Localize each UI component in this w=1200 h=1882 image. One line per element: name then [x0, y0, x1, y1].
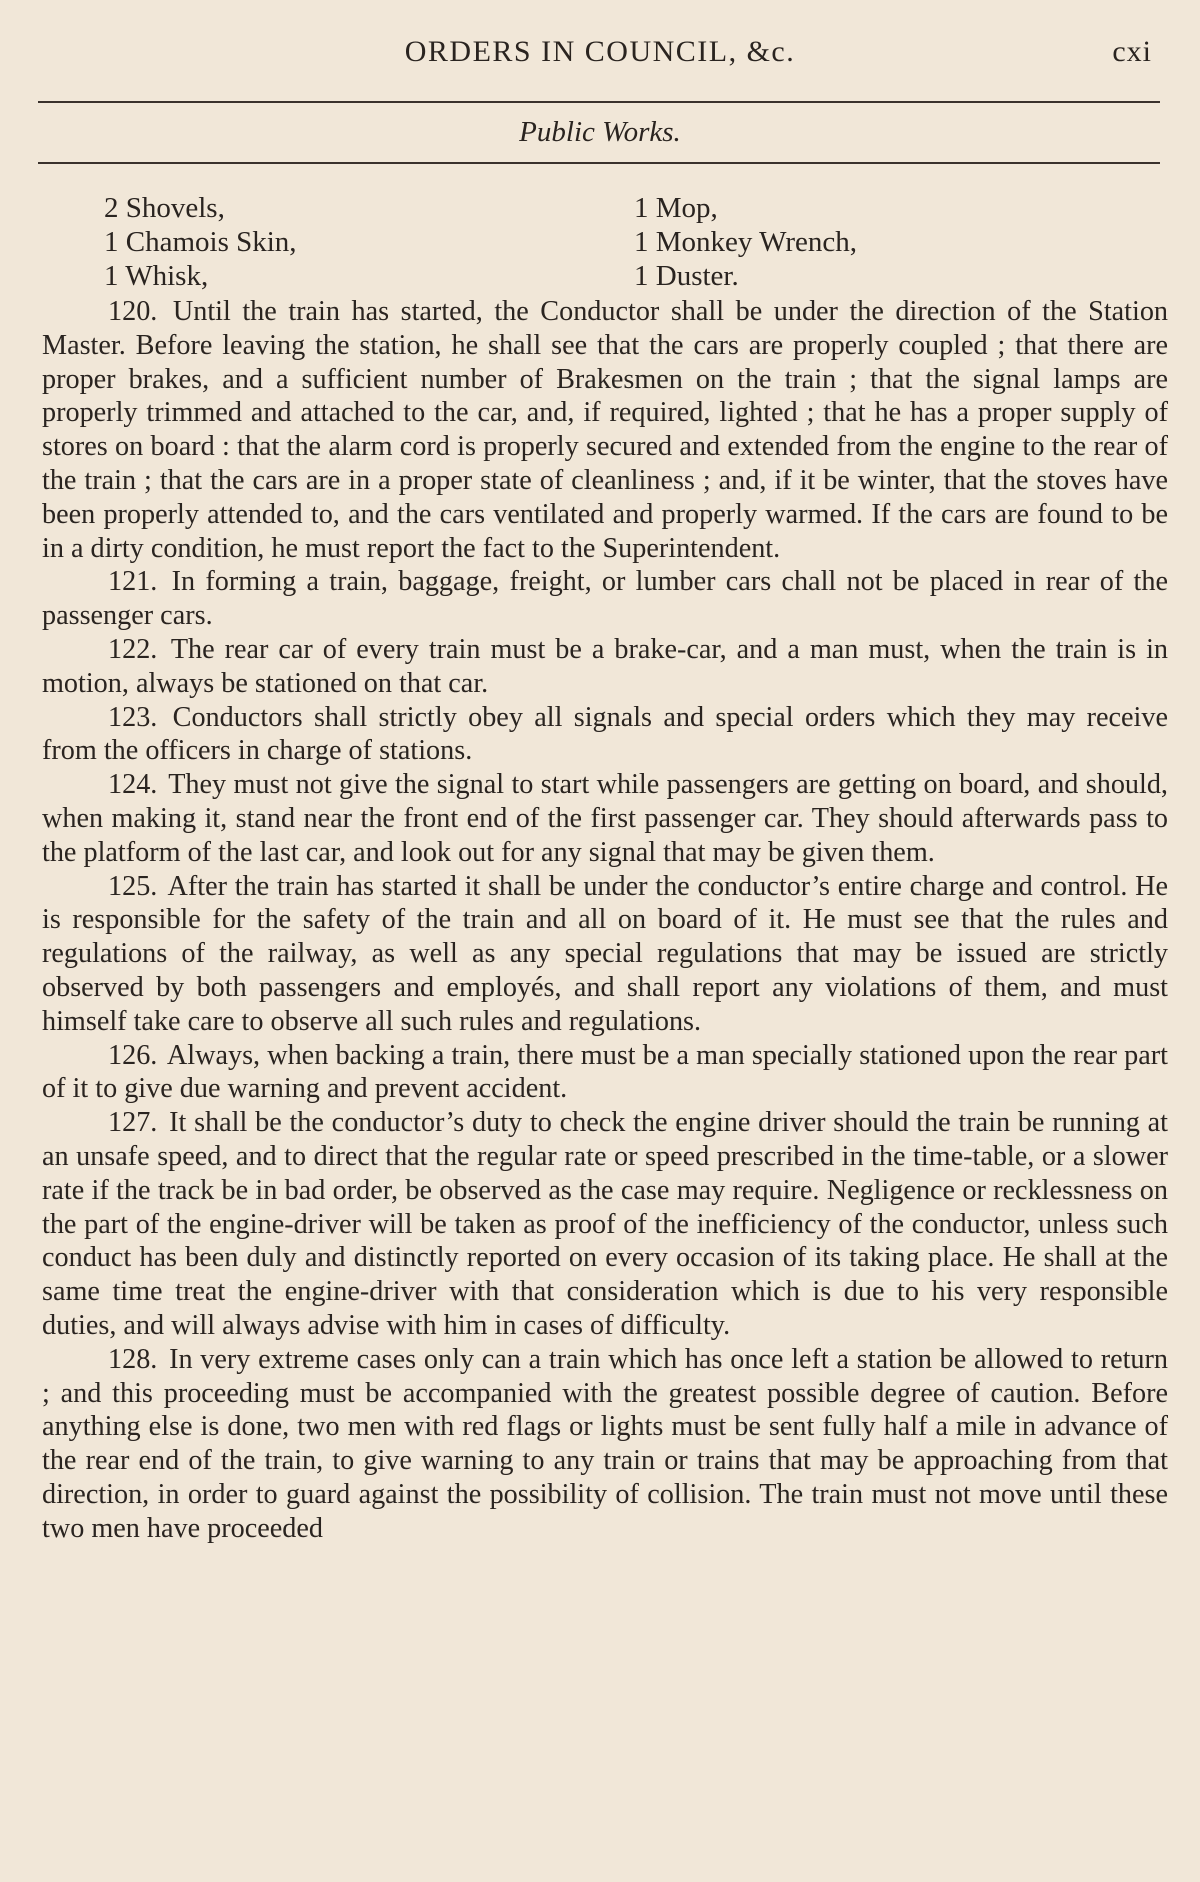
- paragraph-123: [42, 701, 1168, 769]
- paragraph-number: 128.: [108, 1343, 158, 1375]
- body-text: [42, 295, 1168, 1545]
- inventory-item: 1 Monkey Wrench,: [634, 226, 857, 258]
- paragraph-text: Conductors shall strictly obey all signals and special orders which they may receive from the officers in charge of stations.: [42, 701, 1168, 767]
- inventory-row: [104, 225, 1004, 259]
- paragraph-122: [42, 633, 1168, 701]
- paragraph-text: After the train has started it shall be under the conductor’s entire charge and control. He is responsible for the safety of the train and all on board of it. He must see that the rules and regulations of the railway, as well as any special regulations that may be issued are strictly observed by both passengers and employés, and shall report any violations of them, and must himself take care to observe all such rules and regulations.: [42, 870, 1168, 1037]
- header-rule-bottom: [38, 162, 1160, 164]
- inventory-list: [104, 191, 1004, 293]
- paragraph-text: The rear car of every train must be a brake-car, and a man must, when the train is in motion, always be stationed on that car.: [42, 633, 1168, 699]
- paragraph-text: Always, when backing a train, there must be a man specially stationed upon the rear part of it to give due warning and prevent accident.: [42, 1039, 1168, 1105]
- paragraph-127: [42, 1106, 1168, 1343]
- page-number: cxi: [1112, 35, 1152, 68]
- running-head: [40, 30, 1160, 76]
- paragraph-text: In very extreme cases only can a train which has once left a station be allowed to return ; and this proceeding must be accompanied with the greatest possible degree of caution. Before anything else is done, two men with red flags or lights must be sent fully half a mile in advance of the rear end of the train, to give warning to any train or trains that may be approaching from that direction, in order to guard against the possibility of collision. The train must not move until these two men have proceeded: [42, 1343, 1168, 1544]
- paragraph-number: 123.: [108, 701, 158, 733]
- paragraph-text: In forming a train, baggage, freight, or lumber cars chall not be placed in rear of the passenger cars.: [42, 566, 1168, 632]
- paragraph-number: 122.: [108, 633, 158, 665]
- paragraph-number: 126.: [108, 1039, 158, 1071]
- paragraph-number: 120.: [108, 296, 158, 327]
- inventory-item: 1 Chamois Skin,: [104, 226, 297, 258]
- inventory-item: 1 Whisk,: [104, 260, 209, 292]
- paragraph-text: It shall be the conductor’s duty to check the engine driver should the train be running at an unsafe speed, and to direct that the regular rate or speed prescribed in the time-table, or a slower rate if the track be in bad order, be observed as the case may require. Negligence or recklessness on the part of the engine-driver will be taken as proof of the inefficiency of the conductor, unless such conduct has been duly and distinctly reported on every occasion of its taking place. He shall at the same time treat the engine-driver with that consideration which is due to his very responsible duties, and will always advise with him in cases of difficulty.: [42, 1107, 1169, 1341]
- inventory-row: [104, 259, 1004, 293]
- section-title: Public Works.: [519, 116, 681, 148]
- paragraph-126: [42, 1039, 1168, 1107]
- paragraph-121: [42, 565, 1168, 633]
- inventory-item: 1 Duster.: [634, 260, 739, 292]
- paragraph-124: [42, 768, 1168, 869]
- paragraph-text: Until the train has started, the Conductor shall be under the direction of the Station Master. Before leaving the station, he shall see that the cars are properly coupled ; that there are proper brakes, and a sufficient number of Brakesmen on the train ; that the signal lamps are properly trimmed and attached to the car, and, if required, lighted ; that he has a proper supply of stores on board : that the alarm cord is properly secured and extended from the engine to the rear of the train ; that the cars are in a proper state of cleanliness ; and, if it be winter, that the stoves have been properly attended to, and the cars ventilated and properly warmed. If the cars are found to be in a dirty condition, he must report the fact to the Superintendent.: [42, 296, 1169, 564]
- header-rule-top: [38, 101, 1160, 103]
- paragraph-128: [42, 1343, 1168, 1546]
- paragraph-125: [42, 870, 1168, 1039]
- paragraph-number: 125.: [108, 870, 158, 902]
- paragraph-text: They must not give the signal to start while passengers are getting on board, and should, when making it, stand near the front end of the first passenger car. They should afterwards pass to the platform of the last car, and look out for any signal that may be given them.: [42, 769, 1168, 868]
- inventory-item: 1 Mop,: [634, 192, 718, 224]
- paragraph-number: 121.: [108, 566, 158, 598]
- inventory-item: 2 Shovels,: [104, 192, 225, 224]
- running-title: ORDERS IN COUNCIL, &c.: [404, 35, 796, 68]
- inventory-row: [104, 191, 1004, 225]
- paragraph-120: [42, 295, 1168, 565]
- paragraph-number: 124.: [108, 769, 158, 801]
- paragraph-number: 127.: [108, 1107, 158, 1139]
